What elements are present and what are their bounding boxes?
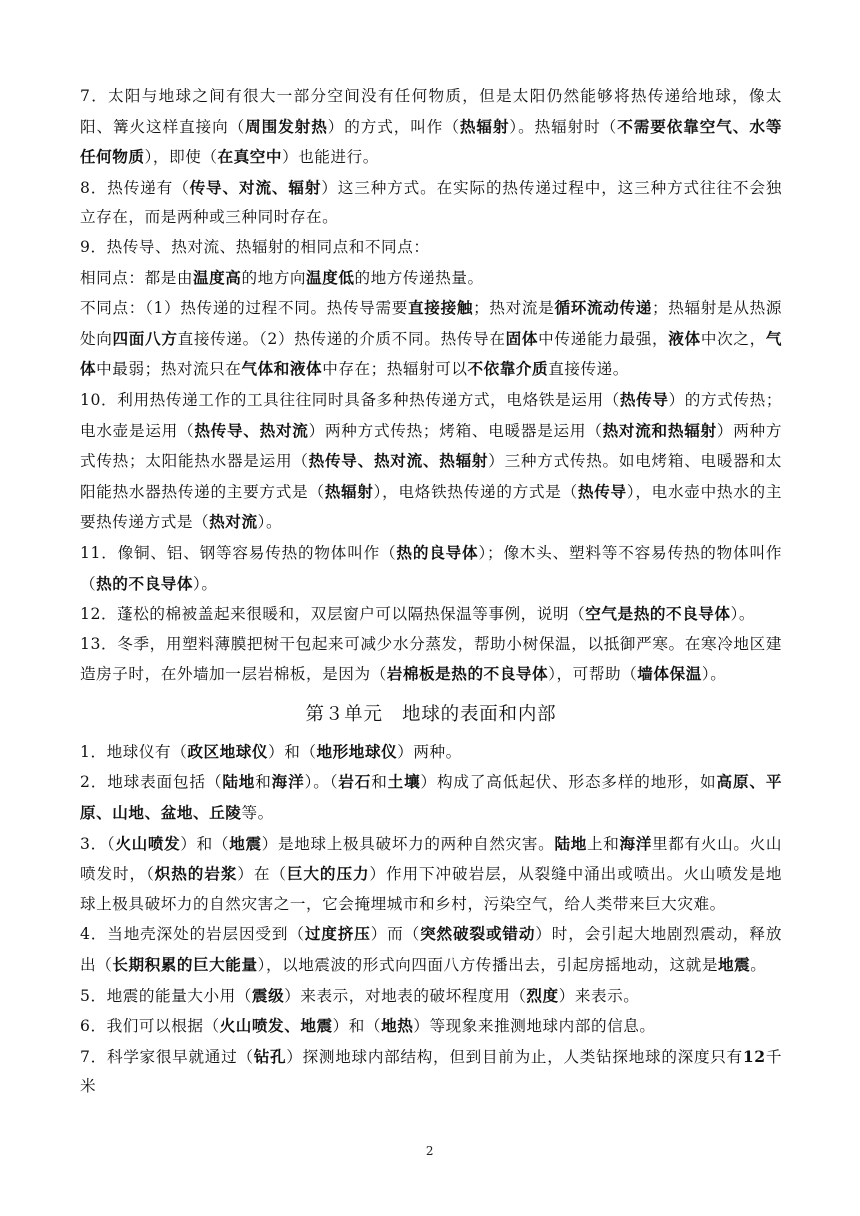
paragraph (80, 82, 782, 173)
paragraph (80, 293, 782, 385)
text-run: 等。 (241, 804, 274, 823)
text-run: ）两种。 (397, 742, 462, 761)
text-run: 1．地球仪有（ (80, 742, 188, 761)
bold-answer: 炽热的岩浆 (154, 864, 238, 884)
bold-answer: 火山喷发 (115, 833, 181, 853)
paragraph (80, 599, 782, 630)
text-run: ）构成了高低起伏、形态多样的地形，如 (420, 773, 717, 792)
text-run: 2．地球表面包括（ (80, 773, 223, 792)
text-run: ）的方式传热；电水壶是运用（ (80, 390, 782, 440)
text-run: 相同点：都是由 (80, 268, 194, 287)
bold-answer: 高原、平原、山地、盆地、丘陵 (80, 772, 782, 823)
paragraph (80, 1042, 782, 1102)
bold-answer: 火山喷发、地震 (219, 1016, 333, 1036)
text-run: ）和（ (332, 1017, 382, 1036)
text-run: 中次之， (700, 329, 766, 348)
bold-answer: 陆地 (554, 833, 587, 853)
bold-answer: 热传导 (577, 481, 627, 501)
bold-answer: 突然破裂或错动 (420, 924, 536, 944)
bold-answer: 热的良导体 (396, 542, 479, 562)
text-run: ）时，会引起大地剧烈震动，释放出（ (80, 925, 782, 975)
bold-answer: 海洋 (271, 772, 305, 792)
paragraph (80, 919, 782, 980)
text-run: 和 (255, 773, 272, 792)
bold-answer: 气体和液体 (241, 359, 323, 379)
section-heading: 第３单元 地球的表面和内部 (305, 703, 557, 725)
text-run: ），以地震波的形式向四面八方传播出去，引起房摇地动，这就是 (257, 956, 718, 975)
text-run: ）。热辐射时（ (509, 117, 618, 136)
text-run: 12．蓬松的棉被盖起来很暖和，双层窗户可以隔热保温等事例，说明（ (80, 605, 586, 624)
paragraph (80, 737, 782, 768)
bold-answer: 热传导 (619, 389, 669, 409)
text-run: 8．热传递有（ (80, 178, 190, 197)
text-run: ）。 (730, 605, 756, 624)
text-run: ）等现象来推测地球内部的信息。 (413, 1017, 656, 1036)
page-content (80, 82, 782, 1102)
bold-answer: 在真空中 (217, 147, 283, 167)
text-run: ）。 (701, 665, 727, 684)
bold-answer: 陆地 (222, 772, 256, 792)
text-run: ；热对流是 (473, 299, 555, 318)
unit3-section (80, 737, 782, 1102)
page-number: 2 (425, 1144, 435, 1158)
text-run: ）作用下冲破岩层，从裂缝中涌出或喷出。火山喷发是地球上极具破坏力的自然灾害之一，它会掩埋城市和乡村，污染空气，给人类带来巨大灾难。 (80, 865, 782, 913)
text-run: ）是地球上极具破坏力的两种自然灾害。 (261, 834, 555, 853)
paragraph (80, 1011, 782, 1042)
text-run: 10．利用热传递工作的工具往往同时具备多种热传递方式，电烙铁是运用（ (80, 390, 620, 409)
bold-answer: 地热 (381, 1016, 414, 1036)
text-run: 中传递能力最强， (538, 329, 669, 348)
bold-answer: 循环流动传递 (554, 298, 653, 318)
text-run: 的地方向 (241, 268, 307, 287)
bold-answer: 长期积累的巨大能量 (112, 955, 258, 975)
text-run: 。 (750, 956, 767, 975)
text-run: 7．科学家很早就通过（ (80, 1047, 254, 1066)
text-run: 中存在；热辐射可以 (322, 360, 468, 379)
bold-answer: 岩石 (338, 772, 372, 792)
text-run: 里都有火山。火山喷发时，（ (80, 834, 783, 884)
bold-answer: 直接接触 (408, 298, 474, 318)
text-run: ）而（ (370, 925, 421, 944)
bold-answer: 热的不良导体 (96, 573, 194, 593)
text-run: 和 (371, 773, 388, 792)
bold-answer: 12 (742, 1046, 766, 1066)
bold-answer: 液体 (668, 328, 701, 348)
bold-answer: 震级 (251, 985, 285, 1005)
text-run: ），可帮助（ (548, 665, 638, 684)
text-run: ；热辐射是从热源处向 (80, 299, 782, 348)
bold-answer: 周围发射热 (245, 116, 328, 136)
text-run: ）；像木头、塑料等不容易传热的物体叫作（ (80, 543, 782, 593)
text-run: ）这三种方式。在实际的热传递过程中，这三种方式往往不会独立存在，而是两种或三种同时存在。 (80, 178, 782, 227)
paragraph (80, 829, 782, 920)
text-run: 千米 (80, 1047, 782, 1096)
paragraph (80, 233, 782, 263)
text-run: 的地方传递热量。 (354, 268, 484, 287)
text-run: ）。（ (304, 773, 339, 792)
text-run: 11．像铜、铝、钢等容易传热的物体叫作（ (80, 543, 397, 562)
text-run: ）三种方式传热。如电烤箱、电暖器和太阳能热水器热传递的主要方式是（ (80, 452, 782, 501)
paragraph (80, 630, 782, 690)
bold-answer: 钻孔 (253, 1046, 287, 1066)
bold-answer: 气体 (80, 328, 783, 379)
bold-answer: 过度挤压 (304, 924, 371, 944)
paragraph (80, 173, 782, 233)
text-run: ）两种方式传热；烤箱、电暖器是运用（ (308, 421, 603, 440)
text-run: ）。 (193, 574, 218, 593)
text-run: ），电水壶中热水的主要热传递方式是（ (80, 482, 782, 532)
bold-answer: 地形地球仪 (316, 741, 398, 761)
text-run: ），即使（ (144, 148, 218, 167)
text-run: 直接传递。（2）热传递的介质不同。热传导在 (177, 329, 506, 348)
text-run: 3．（ (80, 834, 116, 853)
bold-answer: 政区地球仪 (187, 741, 269, 761)
text-run: ）两种方式传热；太阳能热水器是运用（ (80, 421, 783, 471)
paragraph (80, 538, 782, 599)
bold-answer: 传导、对流、辐射 (189, 177, 322, 197)
bold-answer: 热辐射 (324, 481, 374, 501)
paragraph (80, 263, 782, 294)
paragraph (80, 385, 782, 538)
text-run: ）和（ (180, 834, 230, 853)
bold-answer: 不依靠介质 (467, 359, 549, 379)
text-run: ）来表示。 (558, 986, 640, 1005)
bold-answer: 空气是热的不良导体 (585, 604, 731, 624)
bold-answer: 土壤 (387, 772, 421, 792)
bold-answer: 岩棉板是热的不良导体 (386, 664, 549, 684)
bold-answer: 热对流 (209, 512, 258, 532)
bold-answer: 地震 (229, 833, 262, 853)
bold-answer: 固体 (505, 328, 539, 348)
text-run: 9．热传导、热对流、热辐射的相同点和不同点： (80, 237, 430, 256)
bold-answer: 海洋 (619, 833, 653, 853)
text-run: 13．冬季，用塑料薄膜把树干包起来可减少水分蒸发，帮助小树保温，以抵御严寒。在寒冷地区建造房子时，在外墙加一层岩棉板，是因为（ (80, 634, 782, 684)
bold-answer: 温度低 (306, 267, 355, 287)
bold-answer: 温度高 (193, 267, 242, 287)
bold-answer: 墙体保温 (637, 664, 702, 684)
text-run: ）来表示，对地表的破坏程度用（ (284, 986, 527, 1005)
text-run: 中最弱；热对流只在 (96, 360, 242, 379)
bold-answer: 热辐射 (459, 116, 510, 136)
text-run: ）探测地球内部结构，但到目前为止，人类钻探地球的深度只有 (286, 1047, 743, 1066)
paragraph (80, 767, 782, 828)
bold-answer: 烈度 (526, 985, 559, 1005)
text-run: 5．地震的能量大小用（ (80, 986, 252, 1005)
bold-answer: 巨大的压力 (286, 864, 370, 884)
text-run: ）的方式，叫作（ (327, 117, 460, 136)
unit2-section (80, 82, 782, 690)
text-run: 6．我们可以根据（ (80, 1017, 220, 1036)
text-run: 不同点：（1）热传递的过程不同。热传导需要 (80, 299, 409, 318)
text-run: ）。 (257, 513, 283, 532)
paragraph (80, 981, 782, 1012)
text-run: 4．当地壳深处的岩层因受到（ (80, 925, 305, 944)
bold-answer: 热对流和热辐射 (602, 420, 717, 440)
text-run: ）在（ (237, 865, 287, 884)
text-run: ），电烙铁热传递的方式是（ (373, 482, 578, 501)
text-run: 上和 (586, 834, 620, 853)
bold-answer: 热传导、热对流、热辐射 (308, 451, 489, 471)
text-run: 直接传递。 (548, 360, 629, 379)
bold-answer: 地震 (717, 955, 751, 975)
text-run: 7．太阳与地球之间有很大一部分空间没有任何物质，但是太阳仍然能够将热传递给地球，像太阳、篝火这样直接向（ (80, 87, 782, 136)
bold-answer: 热传导、热对流 (194, 420, 309, 440)
text-run: ）也能进行。 (282, 148, 379, 167)
text-run: ）和（ (268, 742, 317, 761)
bold-answer: 四面八方 (112, 328, 178, 348)
bold-answer: 不需要依靠空气、水等任何物质 (80, 116, 782, 167)
